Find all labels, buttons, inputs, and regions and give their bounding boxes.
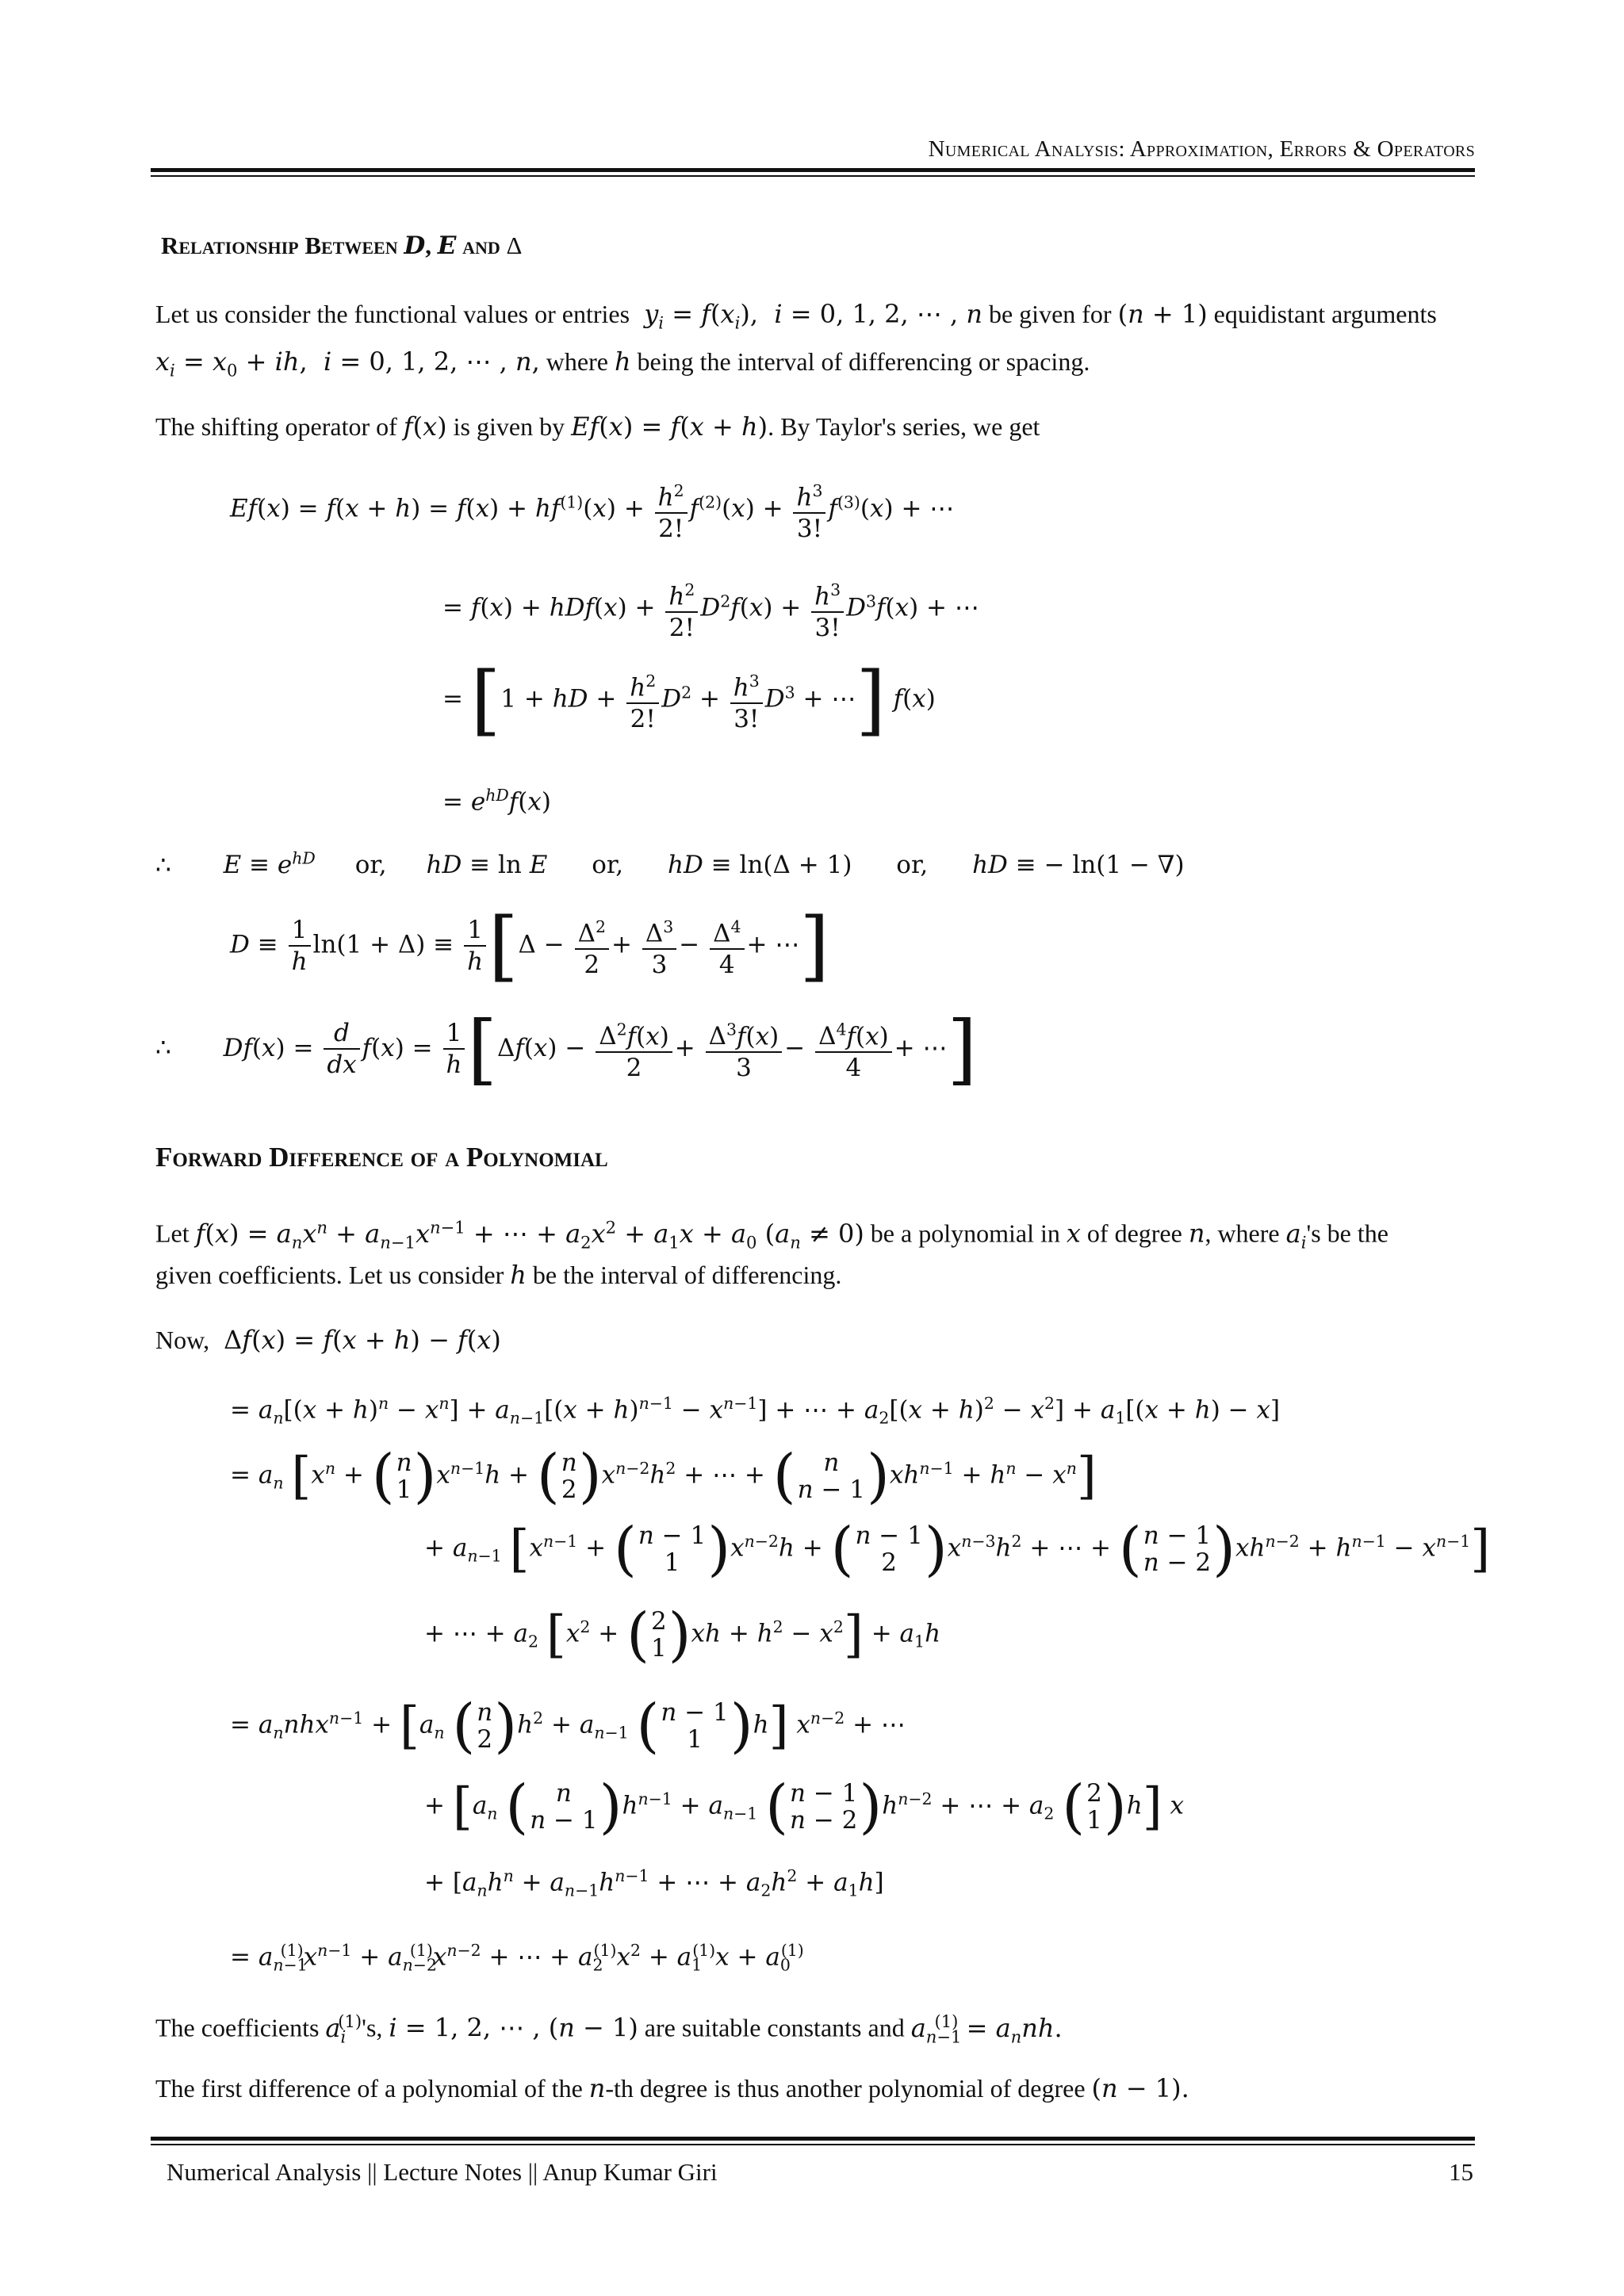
paragraph-polynomial: Let $f(x) = a_nx^n + a_{n-1}x^{n-1}$ + ⋯ + $a_2x^2 + a_1x + a_0$ $(a_n \ne 0)$ be a polynomial in x of degree n, where $a_i's$ be the: [155, 1217, 1388, 1253]
equation-taylor-1: $Ef(x) = f(x + h) = f(x) + hf^{(1)}(x)$ + $\frac{h^2}{2!}$ $f^{(2)}(x)$ + $\frac{h^3}{3!}$ $f^{(3)}(x)$ + ⋯: [230, 476, 954, 544]
equation-df-expansion: ∴ Df(x) = $\frac{d}{dx}$ f(x) = $\frac{1}{h}$ [Δf(x) − $\frac{\Delta^2f(x)}{2}$ + $\frac{\Delta^3f(x)}{3}$ − $\frac{\Delta^4f(x)}{4}$ + ⋯]: [155, 1004, 977, 1094]
equation-collect-3: + [$a_nh^n + a_{n-1}h^{n-1}$ + ⋯ + $a_2h^2 + a_1h$]: [424, 1866, 884, 1900]
header-rule-thick: [151, 168, 1475, 172]
section-heading-relationship: Relationship Between D, E and Δ: [161, 232, 523, 260]
equation-collect-2: + [$a_n$ ( n n − 1 )$h^{n-1} + a_{n-1}$ ( n − 1 n − 2 )$h^{n-2}$ + ⋯ + $a_2$ ( 2 1 )h] x: [424, 1773, 1185, 1841]
running-header: [929, 136, 1475, 163]
paragraph-shifting-operator: The shifting operator of f(x) is given by Ef(x) = f(x + h). By Taylor's series, we get: [155, 411, 1040, 442]
equation-collect-1: = $a_nnhx^{n-1} + [a_n$ ( n 2 )$h^2 + a_{n-1}$ ( n − 1 1 )h] $x^{n-2}$ + ⋯: [230, 1692, 906, 1760]
running-title: Numerical Analysis: Approximation, Errors & Operators: [928, 136, 1475, 162]
paragraph-coefficients: The coefficients $a_i^{(1)}'s$, i = 1, 2, ⋯ , (n − 1) are suitable constants and $a_{n-1}^{(1)} = a_nnh$.: [155, 2011, 1063, 2047]
section-heading-forward-difference: Forward Difference of a Polynomial: [155, 1142, 608, 1173]
footer-rule-thick: [151, 2137, 1475, 2141]
paragraph-entries-line2: $x_i = x_0$ + ih, i = 0, 1, 2, ⋯ , n, where h being the interval of differencing or spacing.: [155, 346, 1090, 381]
equation-d-expansion: D ≡ $\frac{1}{h}$ ln(1 + Δ) ≡ $\frac{1}{h}$ [Δ − $\frac{\Delta^2}{2}$ + $\frac{\Delta^3}{3}$ − $\frac{\Delta^4}{4}$ + ⋯]: [230, 901, 829, 991]
equation-expand-1: = $a_n[(x + h)^n - x^n] + a_{n-1}[(x + h)^{n-1} - x^{n-1}]$ + ⋯ + $a_2[(x + h)^2 - x^2] + a_1[(x + h) - x]$: [230, 1394, 1281, 1428]
equation-now: Now, Δf(x) = f(x + h) − f(x): [155, 1325, 501, 1355]
equation-taylor-3: = [1 + hD + $\frac{h^2}{2!}$ $D^2$ + $\frac{h^3}{3!}$ $D^3$ + ⋯] f(x): [442, 656, 936, 745]
equation-expand-4: + ⋯ + $a_2$ [$x^2$ + ( 2 1 )$xh + h^2 - x^2] + a_1h$: [424, 1601, 941, 1669]
page-number: 15: [1449, 2158, 1473, 2186]
paragraph-conclusion: The first difference of a polynomial of the n-th degree is thus another polynomial of degree (n − 1).: [155, 2073, 1189, 2103]
equation-expand-2: = $a_n$ [$x^n$ + ( n 1 )$x^{n-1}h$ + ( n 2 )$x^{n-2}h^2$ + ⋯ + ( n n − 1 )$xh^{n-1} + h^n - x^n$]: [230, 1442, 1097, 1510]
paragraph-polynomial-line2: given coefficients. Let us consider h be the interval of differencing.: [155, 1260, 842, 1290]
header-rule-thin: [151, 175, 1475, 177]
equation-expand-3: + $a_{n-1}$ [$x^{n-1}$ + ( n − 1 1 )$x^{n-2}h$ + ( n − 1 2 )$x^{n-3}h^2$ + ⋯ + ( n − 1 n − 2 )$xh^{n-2} + h^{n-1} - x^{n-1}$]: [424, 1515, 1491, 1583]
equation-operator-relations: ∴ $E \equiv e^{hD}$ or, hD ≡ ln E or, hD ≡ ln(Δ + 1) or, hD ≡ − ln(1 − ∇): [155, 849, 1185, 880]
equation-taylor-2: = f(x) + hDf(x) + $\frac{h^2}{2!}$ $D^2f(x)$ + $\frac{h^3}{3!}$ $D^3f(x)$ + ⋯: [442, 575, 979, 643]
footer-text: Numerical Analysis || Lecture Notes || Anup Kumar Giri: [167, 2158, 718, 2186]
footer-rule-thin: [151, 2144, 1475, 2145]
paragraph-entries: Let us consider the functional values or entries $y_i = f(x_i)$, i = 0, 1, 2, ⋯ , n be given for (n + 1) equidistant arguments: [155, 299, 1437, 333]
equation-taylor-4: = $e^{hD}f(x)$: [442, 786, 551, 817]
equation-new-polynomial: = $a_{n-1}^{(1)}x^{n-1} + a_{n-2}^{(1)}x^{n-2}$ + ⋯ + $a_2^{(1)}x^2 + a_1^{(1)}x + a_0^{(1)}$: [230, 1941, 804, 1975]
